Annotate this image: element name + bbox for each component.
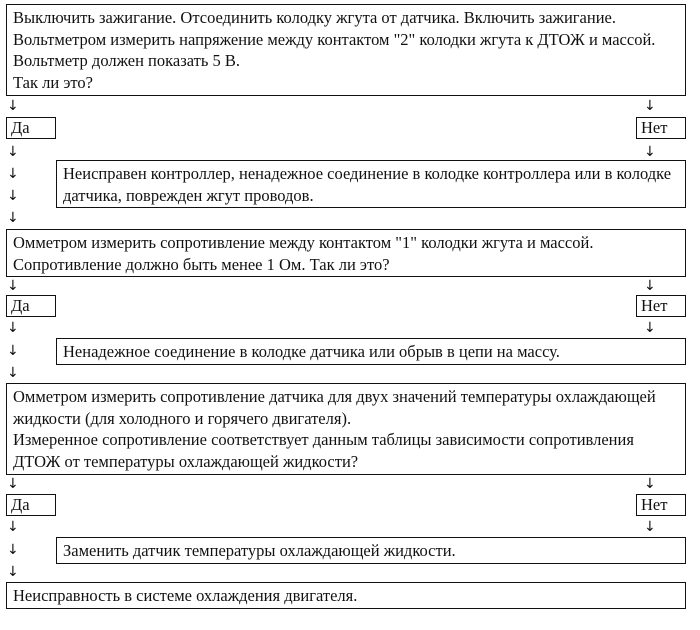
down-arrow-icon: ↓	[644, 320, 656, 336]
step2-fault-box	[56, 338, 686, 365]
down-arrow-icon: ↓	[7, 320, 19, 336]
down-arrow-icon: ↓	[7, 188, 19, 204]
down-arrow-icon: ↓	[7, 278, 19, 294]
down-arrow-icon: ↓	[644, 144, 656, 160]
down-arrow-icon: ↓	[644, 519, 656, 535]
down-arrow-icon: ↓	[644, 98, 656, 114]
down-arrow-icon: ↓	[7, 144, 19, 160]
down-arrow-icon: ↓	[7, 476, 19, 492]
step1-fault-text: Неисправен контроллер, ненадежное соединение в колодке контроллера или в колодке датчика, поврежден жгут проводов.	[63, 164, 672, 205]
down-arrow-icon: ↓	[7, 343, 19, 359]
down-arrow-icon: ↓	[7, 564, 19, 580]
final-text: Неисправность в системе охлаждения двигателя.	[13, 586, 358, 605]
step1-box	[6, 4, 686, 96]
step2-fault-text: Ненадежное соединение в колодке датчика или обрыв в цепи на массу.	[63, 342, 560, 361]
step2-text: Омметром измерить сопротивление между контактом "1" колодки жгута и массой. Сопротивление должно быть менее 1 Ом. Так ли это?	[13, 233, 594, 274]
step2-yes-label: Да	[6, 295, 56, 317]
step1-no-label: Нет	[636, 117, 686, 139]
down-arrow-icon: ↓	[7, 365, 19, 381]
step1-fault-box	[56, 160, 686, 208]
step1-yes-label: Да	[6, 117, 56, 139]
step2-no-label: Нет	[636, 295, 686, 317]
down-arrow-icon: ↓	[7, 98, 19, 114]
step3-yes-label: Да	[6, 494, 56, 516]
down-arrow-icon: ↓	[7, 166, 19, 182]
down-arrow-icon: ↓	[7, 210, 19, 226]
step3-no-label: Нет	[636, 494, 686, 516]
step1-text: Выключить зажигание. Отсоединить колодку жгута от датчика. Включить зажигание. Вольтметром измерить напряжение между контактом "2" колодки жгута к ДТОЖ и массой. Вольтметр должен показать 5 В.	[13, 8, 656, 70]
down-arrow-icon: ↓	[7, 519, 19, 535]
step3-fault-box	[56, 537, 686, 564]
step3-fault-text: Заменить датчик температуры охлаждающей жидкости.	[63, 541, 456, 560]
down-arrow-icon: ↓	[644, 476, 656, 492]
final-box	[6, 582, 686, 609]
step2-box	[6, 229, 686, 277]
down-arrow-icon: ↓	[7, 542, 19, 558]
down-arrow-icon: ↓	[644, 278, 656, 294]
step3-text: Омметром измерить сопротивление датчика для двух значений температуры охлаждающей жидкости (для холодного и горячего двигателя).	[13, 387, 656, 428]
step3-question: Измеренное сопротивление соответствует данным таблицы зависимости сопротивления ДТОЖ от температуры охлаждающей жидкости?	[13, 430, 634, 471]
step1-question: Так ли это?	[13, 72, 93, 92]
step3-box	[6, 383, 686, 475]
